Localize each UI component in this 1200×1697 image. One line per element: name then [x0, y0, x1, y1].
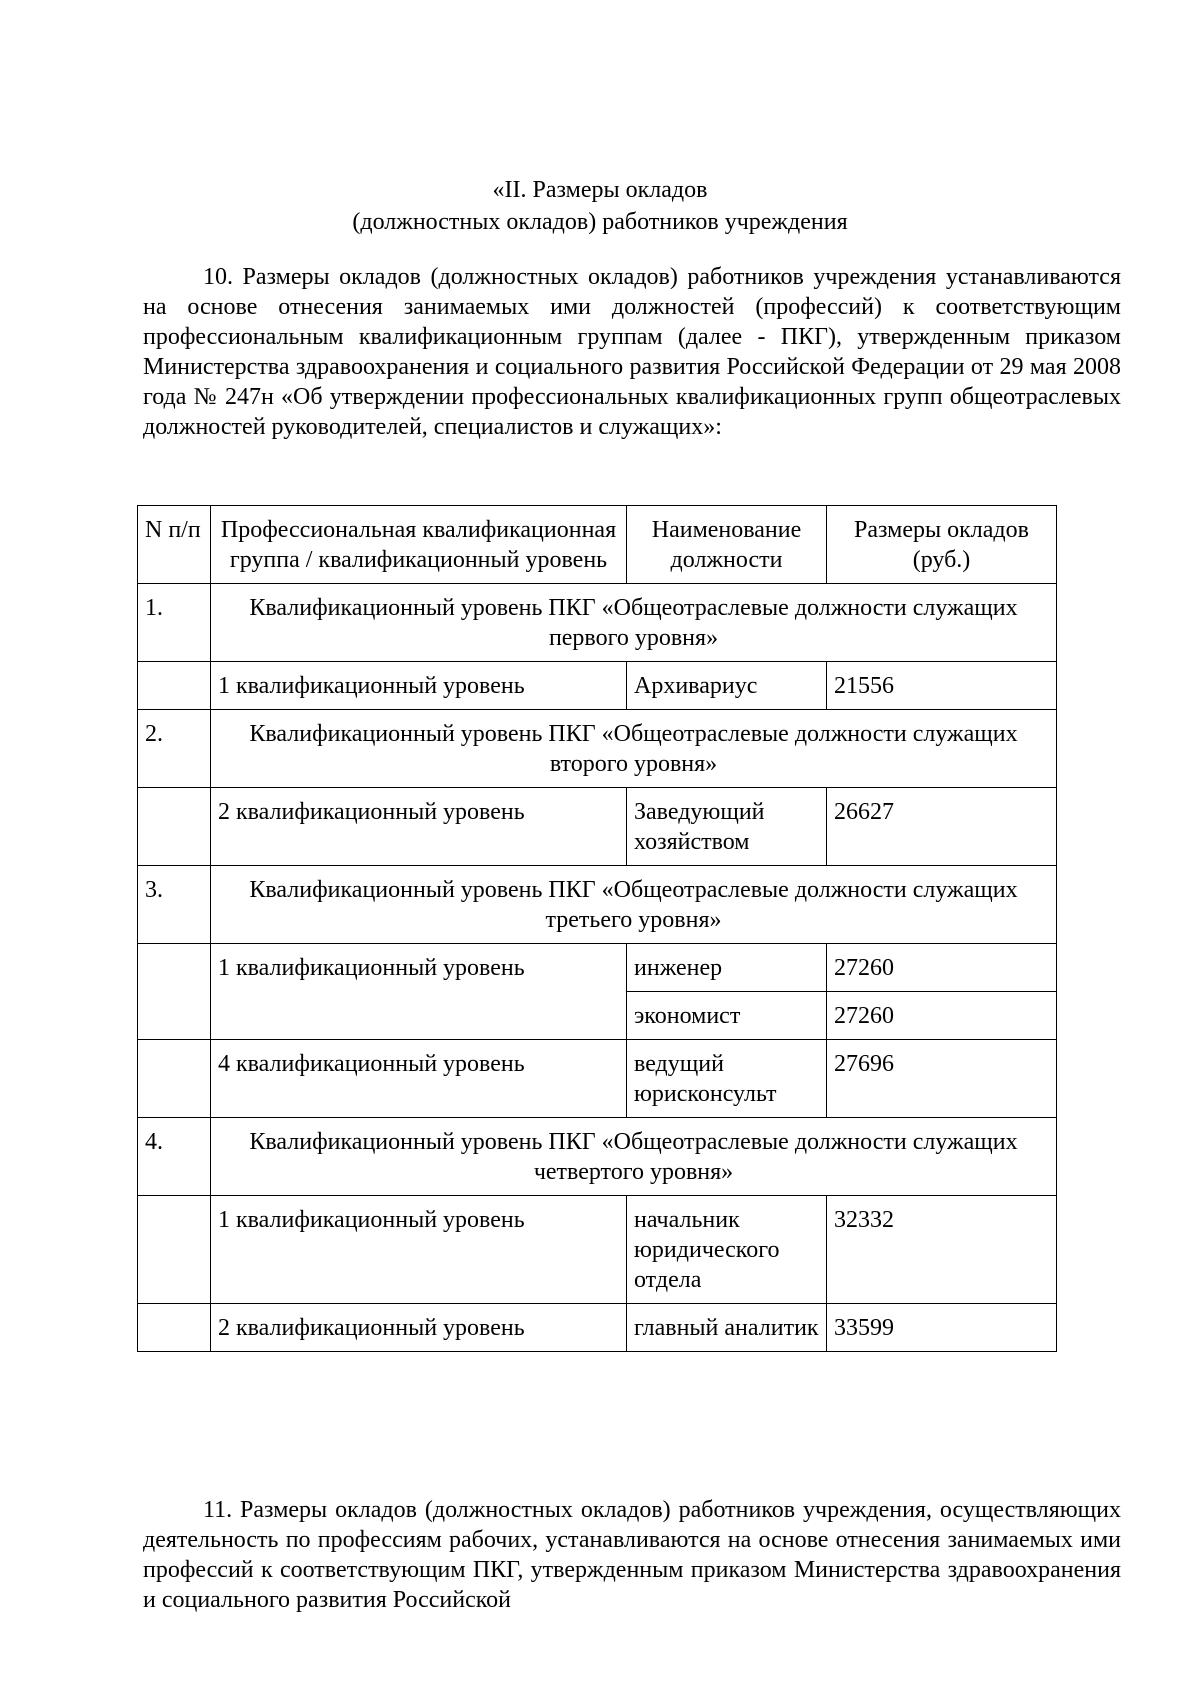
position-cell: Архивариус: [627, 662, 827, 710]
empty-num-cell: [138, 1196, 211, 1304]
paragraph-11: 11. Размеры окладов (должностных окладов) работников учреждения, осуществляющих деятельность по профессиям рабочих, устанавливаются на основе отнесения занимаемых ими профессий к соответствующим ПКГ, утвержденным приказом Министерства здравоохранения и социального развития Российской: [143, 1497, 1121, 1613]
position-cell: инженер: [627, 944, 827, 992]
level-cell: 2 квалификационный уровень: [211, 1304, 627, 1352]
group-title: Квалификационный уровень ПКГ «Общеотраслевые должности служащих третьего уровня»: [211, 866, 1057, 944]
empty-num-cell: [138, 1040, 211, 1118]
table-row: [138, 1040, 1057, 1118]
level-cell: 1 квалификационный уровень: [211, 1196, 627, 1304]
empty-num-cell: [138, 662, 211, 710]
salary-cell: 27260: [827, 944, 1057, 992]
position-cell: Заведующий хозяйством: [627, 788, 827, 866]
empty-num-cell: [138, 788, 211, 866]
salary-table: [137, 505, 1057, 1352]
header-num: N п/п: [138, 506, 211, 584]
header-group: Профессиональная квалификационная группа / квалификационный уровень: [211, 506, 627, 584]
table-row: [138, 788, 1057, 866]
salary-cell: 33599: [827, 1304, 1057, 1352]
table-group-row: [138, 710, 1057, 788]
paragraph-10: 10. Размеры окладов (должностных окладов) работников учреждения устанавливаются на основе отнесения занимаемых ими должностей (профессий) к соответствующим профессиональным квалификационным группам (далее - ПКГ), утвержденным приказом Министерства здравоохранения и социального развития Российской Федерации от 29 мая 2008 года № 247н «Об утверждении профессиональных квалификационных групп общеотраслевых должностей руководителей, специалистов и служащих»:: [143, 264, 1121, 440]
salary-cell: 27696: [827, 1040, 1057, 1118]
table-header-row: [138, 506, 1057, 584]
level-cell: 2 квалификационный уровень: [211, 788, 627, 866]
table-group-row: [138, 584, 1057, 662]
level-cell: 1 квалификационный уровень: [211, 944, 627, 1040]
group-title: Квалификационный уровень ПКГ «Общеотраслевые должности служащих четвертого уровня»: [211, 1118, 1057, 1196]
table-row: [138, 944, 1057, 992]
section-heading: [0, 174, 1200, 238]
position-cell: экономист: [627, 992, 827, 1040]
header-salary: Размеры окладов (руб.): [827, 506, 1057, 584]
level-cell: 4 квалификационный уровень: [211, 1040, 627, 1118]
table-row: [138, 1304, 1057, 1352]
salary-cell: 26627: [827, 788, 1057, 866]
position-cell: начальник юридического отдела: [627, 1196, 827, 1304]
position-cell: главный аналитик: [627, 1304, 827, 1352]
salary-cell: 27260: [827, 992, 1057, 1040]
table-row: [138, 662, 1057, 710]
level-cell: 1 квалификационный уровень: [211, 662, 627, 710]
group-title: Квалификационный уровень ПКГ «Общеотраслевые должности служащих первого уровня»: [211, 584, 1057, 662]
heading-line-2: (должностных окладов) работников учреждения: [352, 209, 848, 235]
group-num: 2.: [138, 710, 211, 788]
salary-cell: 21556: [827, 662, 1057, 710]
empty-num-cell: [138, 944, 211, 1040]
table-row: [138, 1196, 1057, 1304]
salary-cell: 32332: [827, 1196, 1057, 1304]
group-num: 1.: [138, 584, 211, 662]
header-name: Наименование должности: [627, 506, 827, 584]
empty-num-cell: [138, 1304, 211, 1352]
table-group-row: [138, 1118, 1057, 1196]
group-num: 3.: [138, 866, 211, 944]
table-group-row: [138, 866, 1057, 944]
position-cell: ведущий юрисконсульт: [627, 1040, 827, 1118]
group-num: 4.: [138, 1118, 211, 1196]
group-title: Квалификационный уровень ПКГ «Общеотраслевые должности служащих второго уровня»: [211, 710, 1057, 788]
heading-line-1: «II. Размеры окладов: [492, 177, 708, 203]
